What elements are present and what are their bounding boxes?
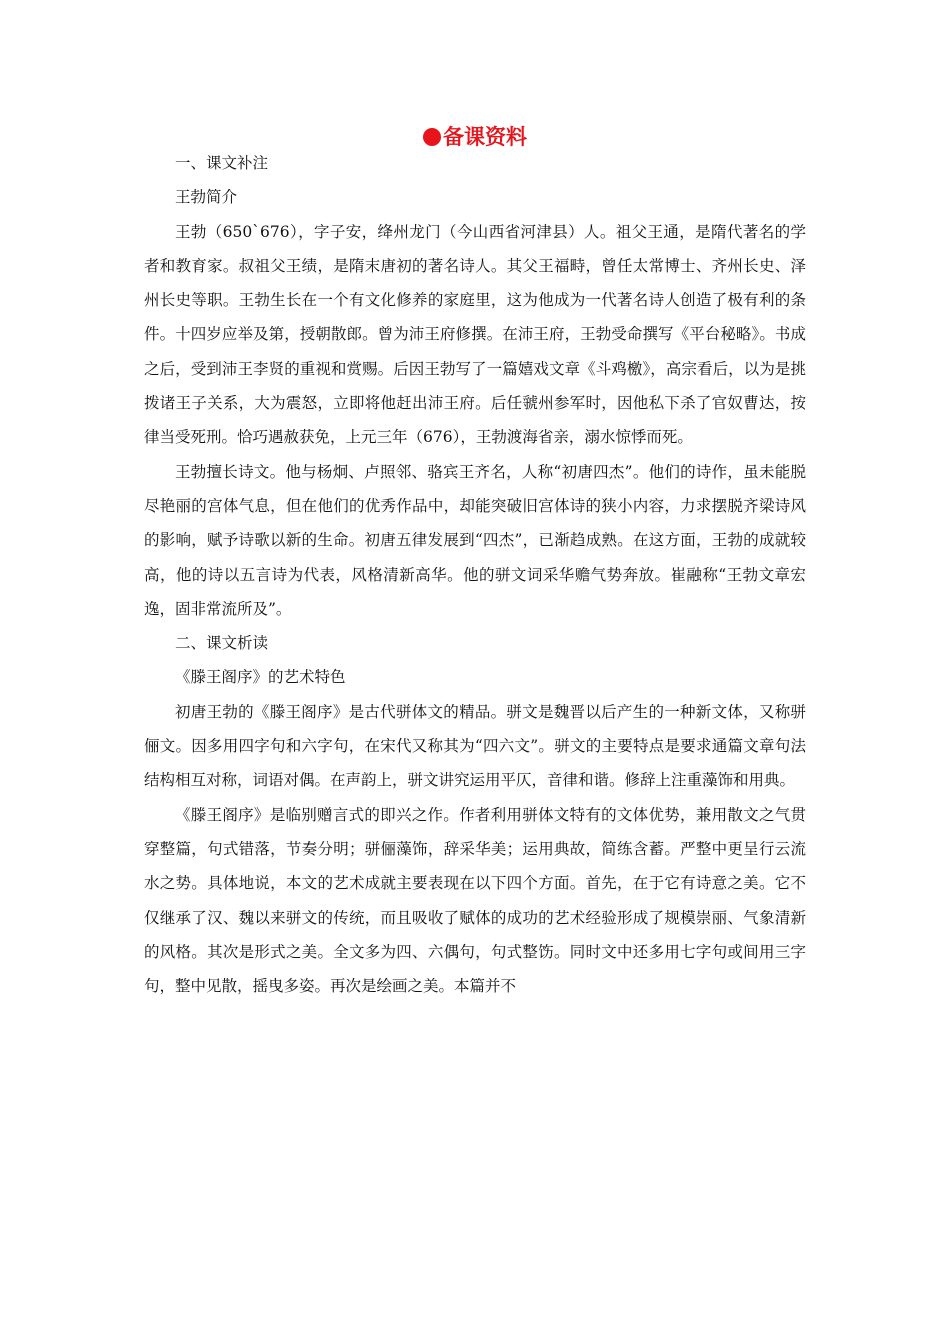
page-title-text: 备课资料 xyxy=(443,125,527,149)
section-subheading: 《滕王阁序》的艺术特色 xyxy=(175,668,346,687)
red-bullet-icon xyxy=(423,128,441,146)
paragraph: 初唐王勃的《滕王阁序》是古代骈体文的精品。骈文是魏晋以后产生的一种新文体，又称骈俪文。因多用四字句和六字句，在宋代又称其为“四六文”。骈文的主要特点是要求通篇文章句法结构相互对称，词语对偶。在声韵上，骈文讲究运用平仄，音律和谐。修辞上注重藻饰和用典。 xyxy=(144,702,806,790)
section-subheading: 王勃简介 xyxy=(175,188,238,207)
section-heading: 一、课文补注 xyxy=(175,154,269,172)
paragraph: 《滕王阁序》是临别赠言式的即兴之作。作者利用骈体文特有的文体优势，兼用散文之气贯穿整篇，句式错落，节奏分明；骈俪藻饰，辞采华美；运用典故，简练含蓄。严整中更呈行云流水之势。具体地说，本文的艺术成就主要表现在以下四个方面。首先，在于它有诗意之美。它不仅继承了汉、魏以来骈文的传统，而且吸收了赋体的成功的艺术经验形成了规模崇丽、气象清新的风格。其次是形式之美。全文多为四、六偶句，句式整饬。同时文中还多用七字句或间用三字句，整中见散，摇曳多姿。再次是绘画之美。本篇并不 xyxy=(144,805,806,996)
document-body xyxy=(144,146,806,1003)
paragraph: 王勃擅长诗文。他与杨炯、卢照邻、骆宾王齐名，人称“初唐四杰”。他们的诗作，虽未能脱尽艳丽的宫体气息，但在他们的优秀作品中，却能突破旧宫体诗的狭小内容，力求摆脱齐梁诗风的影响，赋予诗歌以新的生命。初唐五律发展到“四杰”，已渐趋成熟。在这方面，王勃的成就较高，他的诗以五言诗为代表，风格清新高华。他的骈文词采华赡气势奔放。崔融称“王勃文章宏逸，固非常流所及”。 xyxy=(144,462,806,618)
section-heading: 二、课文析读 xyxy=(175,634,269,653)
paragraph: 王勃（650`676），字子安，绛州龙门（今山西省河津县）人。祖父王通，是隋代著名的学者和教育家。叔祖父王绩，是隋末唐初的著名诗人。其父王福畤，曾任太常博士、齐州长史、泽州长史等职。王勃生长在一个有文化修养的家庭里，这为他成为一代著名诗人创造了极有利的条件。十四岁应举及第，授朝散郎。曾为沛王府修撰。在沛王府，王勃受命撰写《平台秘略》。书成之后，受到沛王李贤的重视和赏赐。后因王勃写了一篇嬉戏文章《斗鸡檄》，高宗看后，以为是挑拨诸王子关系，大为震怒，立即将他赶出沛王府。后任虢州参军时，因他私下杀了官奴曹达，按律当受死刑。恰巧遇赦获免，上元三年（676），王勃渡海省亲，溺水惊悸而死。 xyxy=(144,222,806,447)
